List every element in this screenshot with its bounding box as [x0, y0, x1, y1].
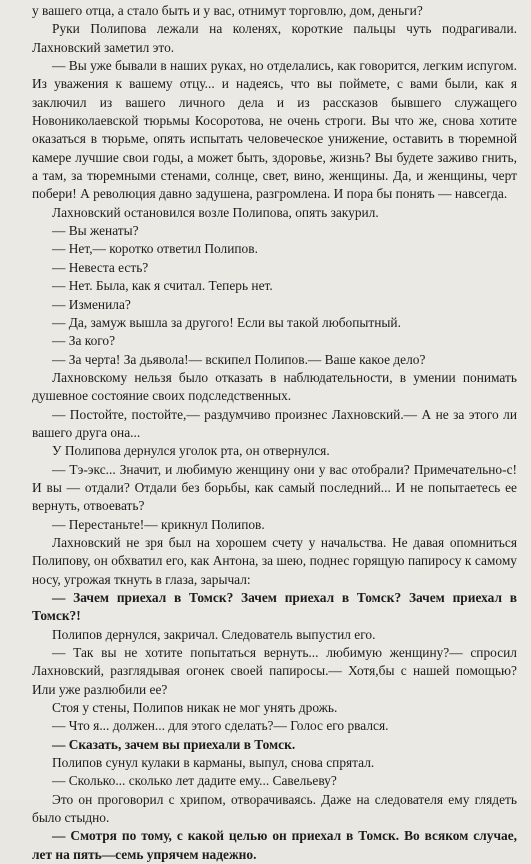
paragraph-25: Полипов сунул кулаки в карманы, выпул, снова спрятал.: [52, 755, 375, 771]
dialogue-line-6: — Нет,— коротко ответил Полипов.: [52, 241, 258, 257]
paragraph-2: Руки Полипова лежали на коленях, короткие пальцы чуть подрагивали. Лахновский заметил это.: [32, 21, 517, 55]
dialogue-line-10: — Да, замуж вышла за другого! Если вы такой любопытный.: [52, 314, 401, 330]
paragraph-27: Это он проговорил с хрипом, отворачиваясь. Даже на следователя ему глядеть было стыдно.: [32, 791, 517, 826]
paragraph-18: Лахновский не зря был на хорошем счету у начальства. Не давая опомниться Полипову, он обхватил его, как Антона, за шею, поднес горящую папиросу к самому носу, угрожая ткнуть в глаза, зарычал:: [32, 534, 517, 587]
dialogue-line-14: — Постойте, постойте,— раздумчиво произнес Лахновский.— А не за этого ли вашего друга она...: [32, 406, 517, 440]
dialogue-line-24: — Сказать, зачем вы приехали в Томск.: [52, 736, 296, 752]
dialogue-line-23: — Что я... должен... для этого сделать?— Голос его рвался.: [52, 718, 389, 734]
paragraph-15: У Полипова дернулся уголок рта, он отвернулся.: [52, 443, 330, 459]
paragraph-20: Полипов дернулся, закричал. Следователь выпустил его.: [52, 626, 376, 642]
dialogue-line-16: — Тэ-экс... Значит, и любимую женщину они у вас отобрали? Примечательно-с! И вы — отдали? Отдали без борьбы, как самый последний... И не попытаетесь ее вернуть, отвоевать?: [32, 461, 517, 514]
paragraph-1: у вашего отца, а стало быть и у вас, отнимут торговлю, дом, деньги?: [32, 3, 423, 18]
paragraph-13: Лахновскому нельзя было отказать в наблюдательности, в умении понимать душевное состояние своих подследственных.: [32, 369, 517, 404]
dialogue-line-11: — За кого?: [52, 333, 116, 349]
dialogue-line-19: — Зачем приехал в Томск? Зачем приехал в Томск? Зачем приехал в Томск?!: [32, 590, 517, 624]
dialogue-line-8: — Нет. Была, как я считал. Теперь нет.: [52, 278, 273, 294]
paragraph-22: Стоя у стены, Полипов никак не мог унять дрожь.: [52, 700, 338, 716]
paragraph-4: Лахновский остановился возле Полипова, опять закурил.: [52, 204, 379, 220]
dialogue-line-26: — Сколько... сколько лет дадите ему... Савельеву?: [52, 773, 337, 789]
page-text: [32, 2, 517, 864]
dialogue-line-5: — Вы женаты?: [52, 223, 139, 239]
paragraph-3: — Вы уже бывали в наших руках, но отделались, как говорится, легким испугом. Из уважения к вашему отцу... и надеясь, что вы поймете, с вами были, как я заключил из вашего личного дела и из рассказов бывшего служащего Новониколаевской тюрьмы Косоротова, не очень строги. Вы что же, снова хотите оказаться в тюрьме, опять испытать человеческое унижение, оставить в тюремной камере лучшие свои годы, а может быть, здоровье, жизнь? Вы будете заживо гнить, а там, за тюремными стенами, солнце, свет, вино, женщины. Да, и женщины, черт побери! А революция давно задушена, разгромлена. И пора бы понять — навсегда.: [32, 58, 517, 202]
dialogue-line-28: — Смотря по тому, с какой целью он приехал в Томск. Во всяком случае, лет на пять—семь упрячем надежно.: [32, 828, 517, 862]
dialogue-line-9: — Изменила?: [52, 296, 131, 312]
dialogue-line-17: — Перестаньте!— крикнул Полипов.: [52, 516, 265, 532]
dialogue-line-21: — Так вы не хотите попытаться вернуть... любимую женщину?— спросил Лахновский, разглядывая огонек своей папиросы.— Хотя,бы с нашей помощью? Или уже разлюбили ее?: [32, 645, 517, 697]
dialogue-line-7: — Невеста есть?: [52, 259, 149, 275]
dialogue-line-12: — За черта! За дьявола!— вскипел Полипов.— Ваше какое дело?: [52, 351, 426, 367]
